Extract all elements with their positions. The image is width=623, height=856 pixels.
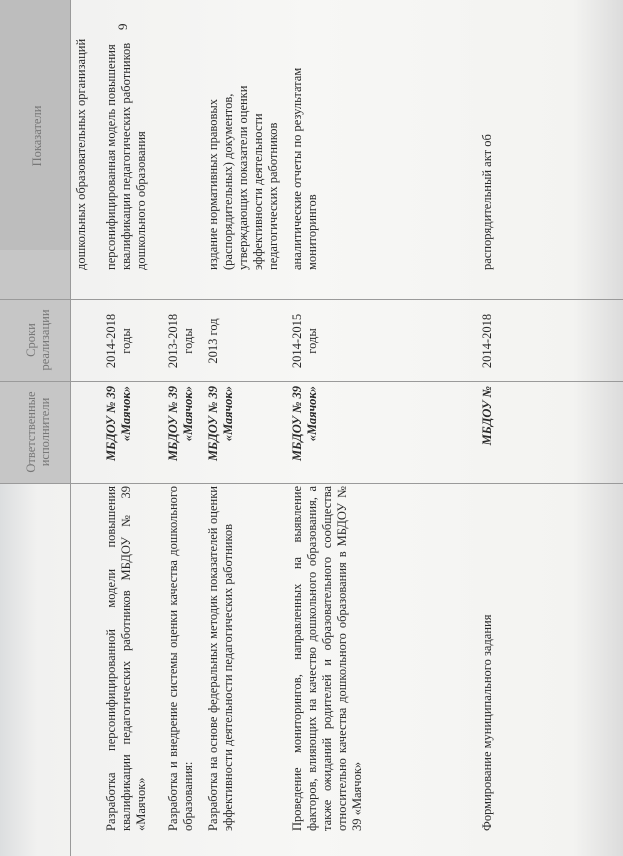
- table-row-1-responsible: МБДОУ № 39 «Маячок»: [104, 386, 133, 461]
- table-row-3-deadline: 2013 год: [206, 318, 220, 364]
- table-row-2-activity: Разработка и внедрение системы оценки качества дошкольного образования:: [166, 486, 195, 831]
- table-row-5-activity: Формирование муниципального задания: [480, 614, 494, 831]
- table-row-2-responsible: МБДОУ № 39 «Маячок»: [166, 386, 195, 461]
- table-row-1-indicator: персонифицированная модель повышения квалификации педагогических работников дошкольного образования: [104, 42, 148, 270]
- table-row-4-deadline: 2014-2015 годы: [290, 313, 319, 369]
- table-row-4-indicator: аналитические отчеты по результатам мониторингов: [290, 67, 319, 270]
- table-row-4-responsible: МБДОУ № 39 «Маячок»: [290, 386, 319, 461]
- table-row-3-responsible: МБДОУ № 39 «Маячок»: [206, 386, 235, 461]
- table-row-2-deadline: 2013-2018 годы: [166, 313, 195, 369]
- column-divider: [0, 381, 623, 382]
- table-row-3-activity: Разработка на основе федеральных методик показателей оценки эффективности деятельности педагогических работников: [206, 486, 235, 831]
- column-divider: [0, 483, 623, 484]
- table-row-5-deadline: 2014-2018: [480, 313, 494, 369]
- table-row-1-deadline: 2014-2018 годы: [104, 313, 133, 369]
- table-row-1-activity: Разработка персонифицированной модели повышения квалификации педагогических работников МБДОУ № 39 «Маячок»: [104, 486, 148, 831]
- table-row-5-responsible: МБДОУ №: [480, 386, 494, 446]
- column-divider: [0, 299, 623, 300]
- header-divider: [70, 0, 71, 856]
- header-deadlines: Сроки реализации: [24, 309, 52, 371]
- header-indicators: Показатели: [30, 105, 44, 167]
- table-row-3-indicator: издание нормативных правовых (распорядительных) документов, утверждающих показатели оценки эффективности деятельности педагогических работников: [206, 85, 280, 270]
- page-number: 9: [115, 23, 130, 30]
- table-row-5-indicator: распорядительный акт об: [480, 134, 494, 270]
- carryover-indicator: дошкольных образовательных организаций: [74, 38, 88, 270]
- header-responsible: Ответственные исполнители: [24, 391, 52, 473]
- table-row-4-activity: Проведение мониторингов, направленных на выявление факторов, влияющих на качество дошкольного образования, а также ожиданий родителей и образовательного сообщества относительно качества дошкольного образования в МБДОУ № 39 «Маячок»: [290, 486, 364, 831]
